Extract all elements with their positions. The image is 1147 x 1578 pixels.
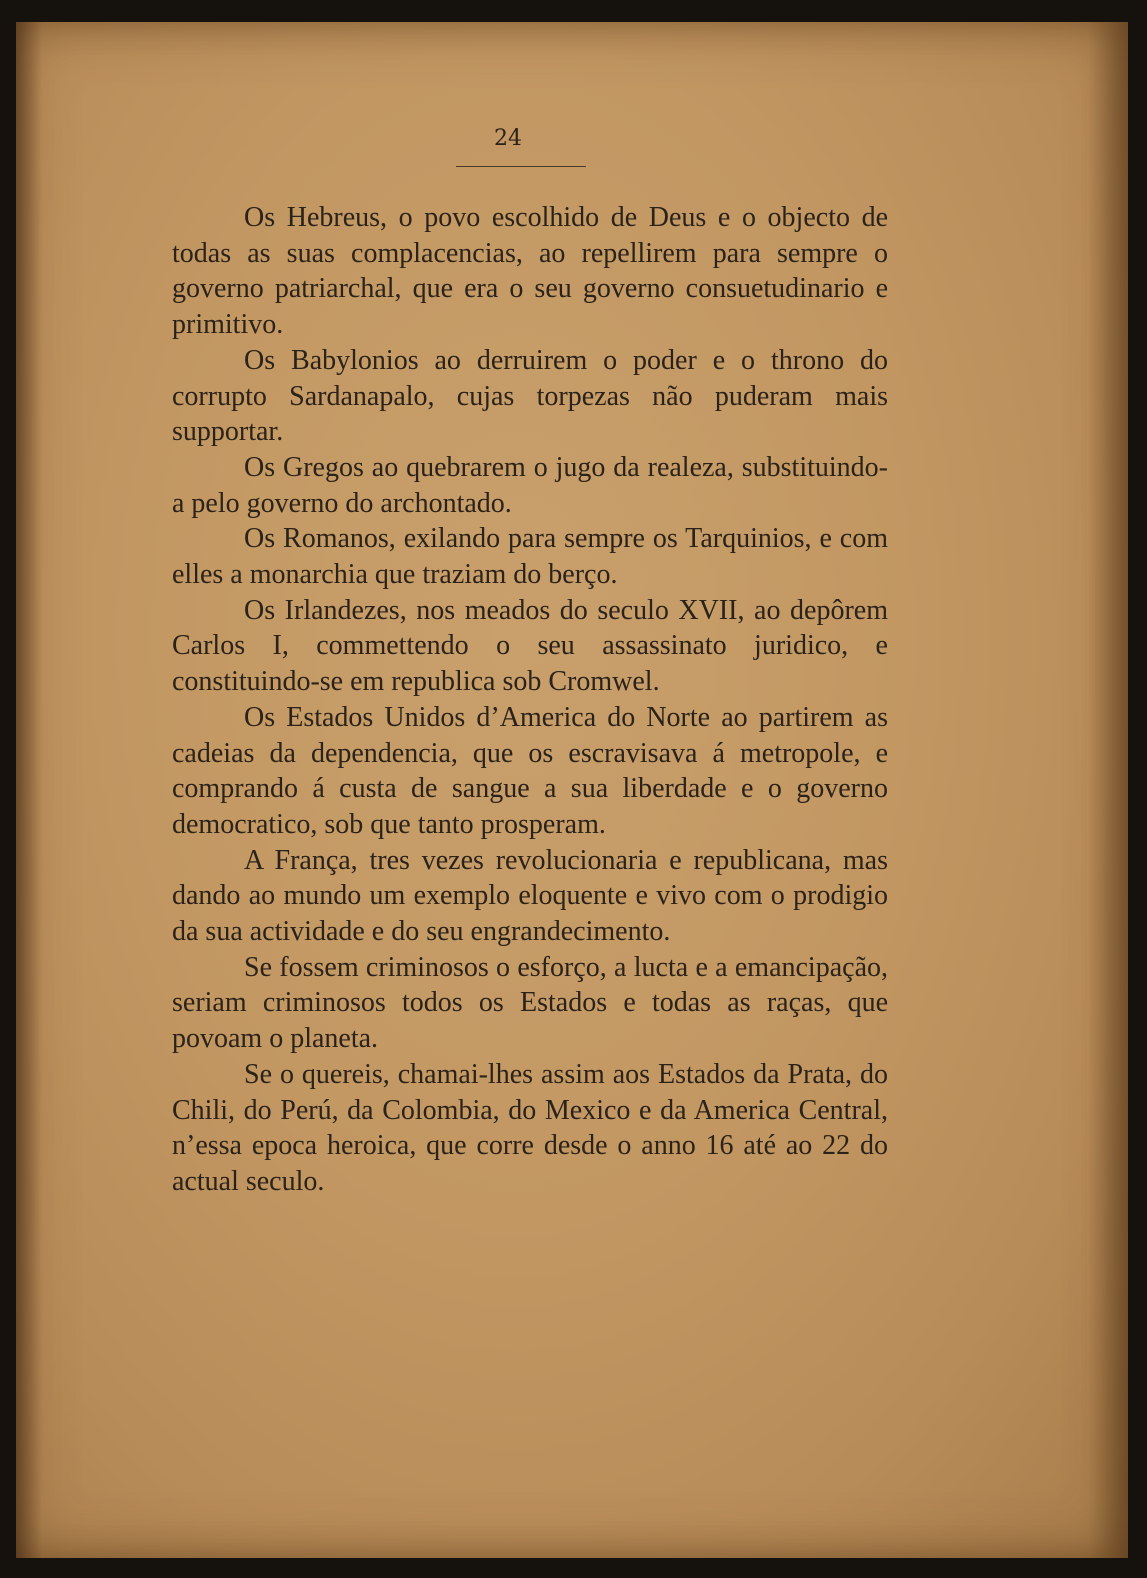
paragraph-babylonios: Os Babylonios ao derruirem o poder e o throno do corrupto Sardanapalo, cujas torpezas não puderam mais supportar.	[172, 344, 888, 448]
page-number: 24	[494, 126, 522, 151]
paragraph-franca: A França, tres vezes revolucionaria e republicana, mas dando ao mundo um exemplo eloquente e vivo com o prodigio da sua actividade e do seu engrandecimento.	[172, 844, 888, 948]
header-rule	[456, 166, 586, 167]
paragraph-hebreus: Os Hebreus, o povo escolhido de Deus e o objecto de todas as suas complacencias, ao repellirem para sempre o governo patriarchal, que era o seu governo consuetudinario e primitivo.	[172, 202, 888, 341]
paragraph-gregos: Os Gregos ao quebrarem o jugo da realeza, substituindo-a pelo governo do archontado.	[172, 451, 888, 519]
page-shadow-right	[1088, 22, 1128, 1558]
paragraph-criminosos: Se fossem criminosos o esforço, a lucta e a emancipação, seriam criminosos todos os Estados e todas as raças, que povoam o planeta.	[172, 951, 888, 1055]
page-shadow-left	[16, 22, 42, 1558]
paragraph-estados-prata: Se o quereis, chamai-lhes assim aos Estados da Prata, do Chili, do Perú, da Colombia, do Mexico e da America Central, n’essa epoca heroica, que corre desde o anno 16 até ao 22 do actual seculo.	[172, 1058, 888, 1197]
paragraph-estados-unidos: Os Estados Unidos d’America do Norte ao partirem as cadeias da dependencia, que os escravisava á metropole, e comprando á custa de sangue a sua liberdade e o governo democratico, sob que tanto prosperam.	[172, 701, 888, 840]
paragraph-irlandezes: Os Irlandezes, nos meados do seculo XVII, ao depôrem Carlos I, commettendo o seu assassinato juridico, e constituindo-se em republica sob Cromwel.	[172, 594, 888, 698]
paragraph-romanos: Os Romanos, exilando para sempre os Tarquinios, e com elles a monarchia que traziam do berço.	[172, 523, 888, 591]
body-text	[172, 200, 888, 1200]
